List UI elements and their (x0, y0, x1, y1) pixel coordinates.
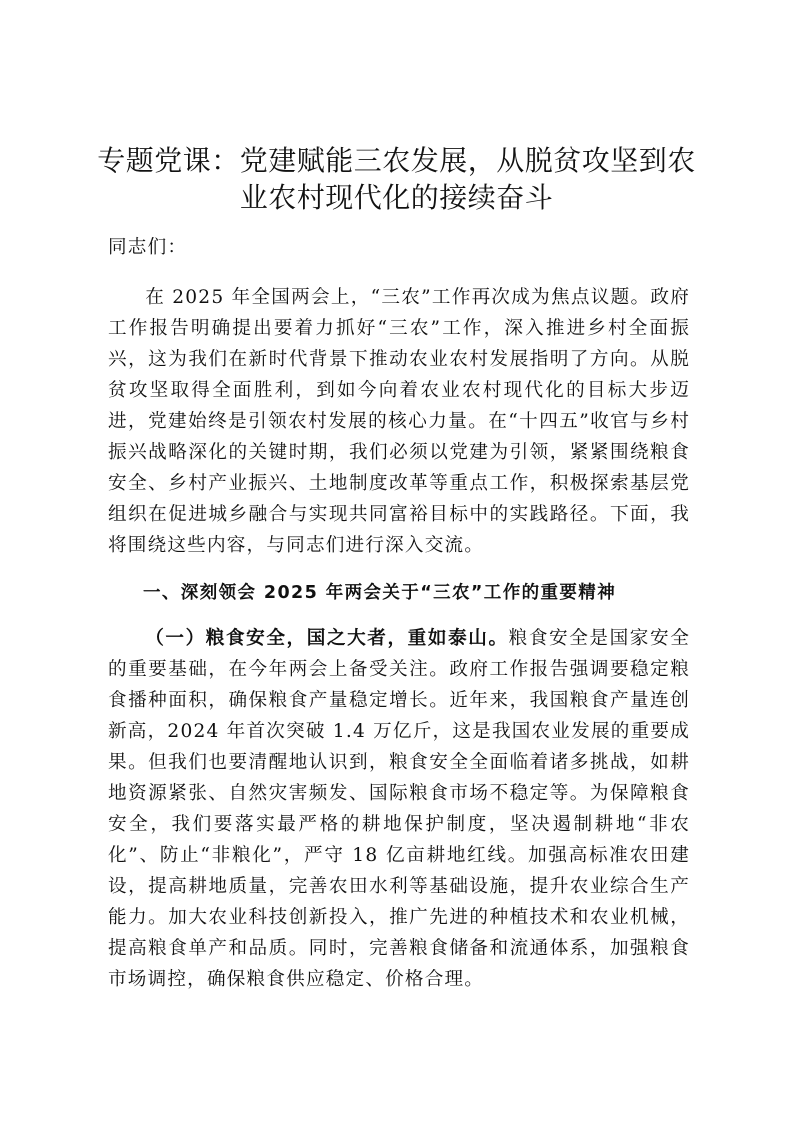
greeting: 同志们： (108, 237, 188, 258)
section-heading-1: 一、深刻领会 2025 年两会关于“三农”工作的重要精神 (143, 583, 617, 603)
document-title: 专题党课：党建赋能三农发展，从脱贫攻坚到农业农村现代化的接续奋斗 (97, 144, 696, 214)
subsection-paragraph-1 (108, 623, 690, 995)
intro-paragraph: 在 2025 年全国两会上，“三农”工作再次成为焦点议题。政府工作报告明确提出要着力抓好“三农”工作，深入推进乡村全面振兴，这为我们在新时代背景下推动农业农村发展指明了方向。从脱贫攻坚取得全面胜利，到如今向着农业农村现代化的目标大步迈进，党建始终是引领农村发展的核心力量。在“十四五”收官与乡村振兴战略深化的关键时期，我们必须以党建为引领，紧紧围绕粮食安全、乡村产业振兴、土地制度改革等重点工作，积极探索基层党组织在促进城乡融合与实现共同富裕目标中的实践路径。下面，我将围绕这些内容，与同志们进行深入交流。 (108, 287, 690, 556)
subsection-lead-1: （一）粮食安全，国之大者，重如泰山。 (145, 628, 509, 649)
subsection-text-1: 粮食安全是国家安全的重要基础，在今年两会上备受关注。政府工作报告强调要稳定粮食播种面积，确保粮食产量稳定增长。近年来，我国粮食产量连创新高，2024 年首次突破 1.4 万亿斤，这是我国农业发展的重要成果。但我们也要清醒地认识到，粮食安全全面临着诸多挑战，如耕地资源紧张、自然灾害频发、国际粮食市场不稳定等。为保障粮食安全，我们要落实最严格的耕地保护制度，坚决遏制耕地“非农化”、防止“非粮化”，严守 18 亿亩耕地红线。加强高标准农田建设，提高耕地质量，完善农田水利等基础设施，提升农业综合生产能力。加大农业科技创新投入，推广先进的种植技术和农业机械，提高粮食单产和品质。同时，完善粮食储备和流通体系，加强粮食市场调控，确保粮食供应稳定、价格合理。 (108, 628, 690, 990)
